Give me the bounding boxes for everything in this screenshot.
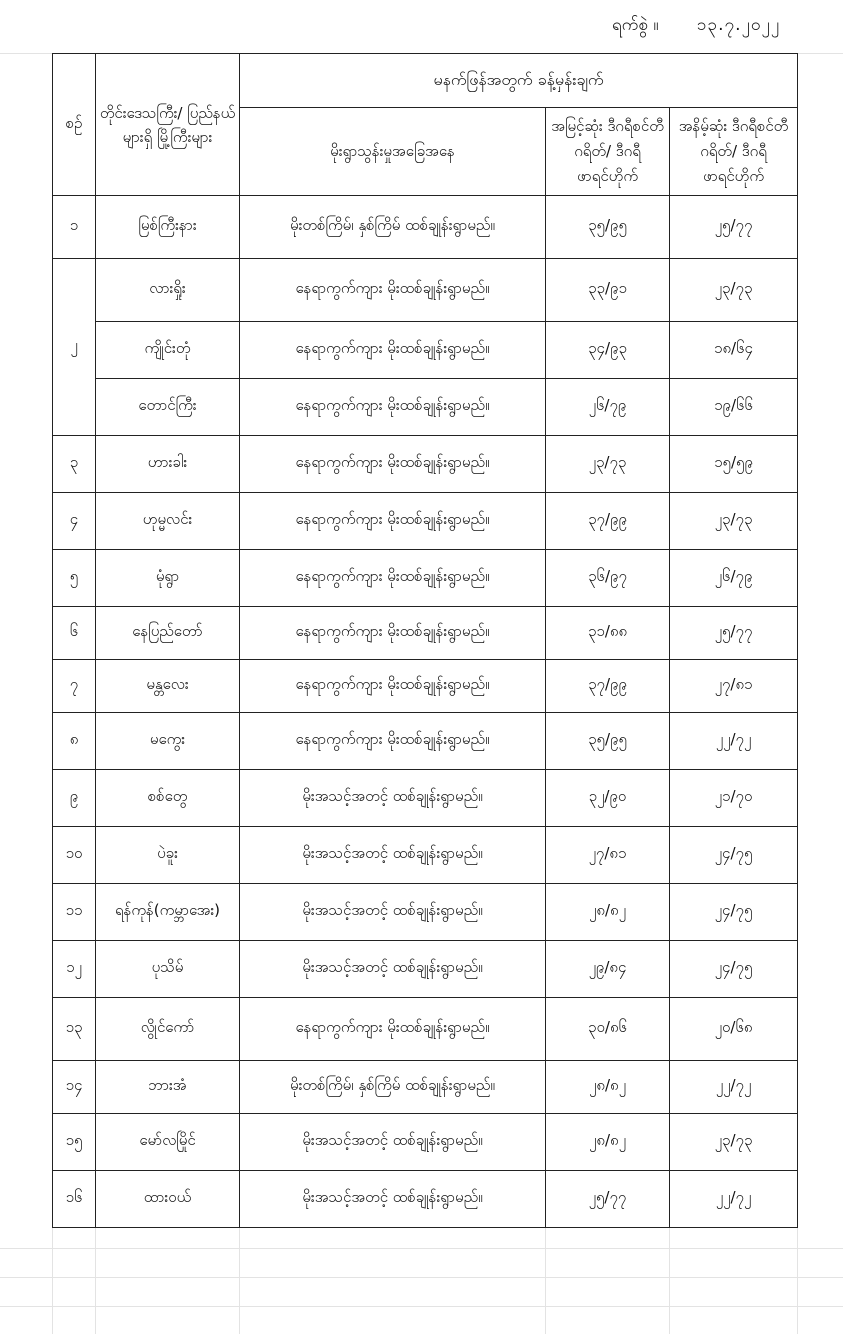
serial-number: ၄: [53, 493, 96, 550]
header-max-temp: အမြင့်ဆုံး ဒီဂရီစင်တီဂရိတ်/ ဒီဂရီဖာရင်ဟိုက်: [546, 108, 670, 196]
max-temp: ၂၈/၈၂: [546, 1114, 670, 1171]
serial-number: ၈: [53, 713, 96, 770]
max-temp: ၂၈/၈၂: [546, 884, 670, 941]
table-row: [53, 941, 798, 998]
forecast-table: [52, 53, 798, 1228]
max-temp: ၃၅/၉၅: [546, 196, 670, 259]
serial-number-group: ၂: [70, 336, 78, 354]
max-temp: ၂၉/၈၄: [546, 941, 670, 998]
city-name: မုံရွာ: [96, 550, 240, 607]
max-temp: ၃၇/၉၉: [546, 660, 670, 713]
table-row: [53, 770, 798, 827]
table-row: [53, 493, 798, 550]
city-name: မော်လမြိုင်: [96, 1114, 240, 1171]
city-name: လွိုင်ကော်: [96, 998, 240, 1061]
table-row: [53, 550, 798, 607]
table-row: [53, 322, 798, 379]
serial-number: ၃: [53, 436, 96, 493]
rain-condition: နေရာကွက်ကျား မိုးထစ်ချုန်းရွာမည်။: [240, 998, 546, 1061]
max-temp: ၃၄/၉၃: [546, 322, 670, 379]
min-temp: ၁၅/၅၉: [670, 436, 798, 493]
serial-number: ၁၃: [53, 998, 96, 1061]
table-row: [53, 884, 798, 941]
header-min-temp: အနိမ့်ဆုံး ဒီဂရီစင်တီဂရိတ်/ ဒီဂရီဖာရင်ဟိုက်: [670, 108, 798, 196]
city-name: မန္တလေး: [96, 660, 240, 713]
city-name: ရန်ကုန်(ကမ္ဘာအေး): [96, 884, 240, 941]
rain-condition: နေရာကွက်ကျား မိုးထစ်ချုန်းရွာမည်။: [240, 607, 546, 660]
max-temp: ၂၆/၇၉: [546, 379, 670, 436]
min-temp: ၂၂/၇၂: [670, 713, 798, 770]
max-temp: ၃၅/၉၅: [546, 713, 670, 770]
city-name: စစ်တွေ: [96, 770, 240, 827]
rain-condition: မိုးတစ်ကြိမ်၊ နှစ်ကြိမ် ထစ်ချုန်းရွာမည်။: [240, 1061, 546, 1114]
table-row: [53, 660, 798, 713]
serial-number: ၇: [53, 660, 96, 713]
rain-condition: မိုးအသင့်အတင့် ထစ်ချုန်းရွာမည်။: [240, 1171, 546, 1228]
rain-condition: နေရာကွက်ကျား မိုးထစ်ချုန်းရွာမည်။: [240, 379, 546, 436]
rain-condition: မိုးအသင့်အတင့် ထစ်ချုန်းရွာမည်။: [240, 941, 546, 998]
max-temp: ၂၅/၇၇: [546, 1171, 670, 1228]
header-city: တိုင်းဒေသကြီး/ ပြည်နယ်များရှိ မြို့ကြီးများ: [96, 54, 240, 196]
max-temp: ၂၃/၇၃: [546, 436, 670, 493]
table-row: [53, 827, 798, 884]
serial-number: ၅: [53, 550, 96, 607]
min-temp: ၂၆/၇၉: [670, 550, 798, 607]
city-name: ပုသိမ်: [96, 941, 240, 998]
serial-number: [53, 259, 96, 436]
header-forecast-group: မနက်ဖြန်အတွက် ခန့်မှန်းချက်: [240, 54, 798, 108]
max-temp: ၃၆/၉၇: [546, 550, 670, 607]
city-name: ဟားခါး: [96, 436, 240, 493]
table-row: [53, 436, 798, 493]
serial-number: ၆: [53, 607, 96, 660]
serial-number: ၁၁: [53, 884, 96, 941]
min-temp: ၁၈/၆၄: [670, 322, 798, 379]
serial-number: ၁၆: [53, 1171, 96, 1228]
rain-condition: နေရာကွက်ကျား မိုးထစ်ချုန်းရွာမည်။: [240, 322, 546, 379]
rain-condition: မိုးအသင့်အတင့် ထစ်ချုန်းရွာမည်။: [240, 770, 546, 827]
max-temp: ၂၈/၈၂: [546, 1061, 670, 1114]
min-temp: ၁၉/၆၆: [670, 379, 798, 436]
table-row: [53, 379, 798, 436]
table-row: [53, 1171, 798, 1228]
max-temp: ၃၇/၉၉: [546, 493, 670, 550]
city-name: နေပြည်တော်: [96, 607, 240, 660]
header-serial-number: စဉ်: [53, 54, 96, 196]
min-temp: ၂၄/၇၅: [670, 827, 798, 884]
min-temp: ၂၄/၇၅: [670, 941, 798, 998]
max-temp: ၃၂/၉၀: [546, 770, 670, 827]
city-name: လားရှိုး: [96, 259, 240, 322]
table-row: [53, 196, 798, 259]
city-name: ဟုမ္မလင်း: [96, 493, 240, 550]
table-row: [53, 1061, 798, 1114]
min-temp: ၂၃/၇၃: [670, 259, 798, 322]
min-temp: ၂၃/၇၃: [670, 493, 798, 550]
rain-condition: နေရာကွက်ကျား မိုးထစ်ချုန်းရွာမည်။: [240, 550, 546, 607]
rain-condition: နေရာကွက်ကျား မိုးထစ်ချုန်းရွာမည်။: [240, 493, 546, 550]
min-temp: ၂၇/၈၁: [670, 660, 798, 713]
city-name: ကျိုင်းတုံ: [96, 322, 240, 379]
city-name: ဘားအံ: [96, 1061, 240, 1114]
table-row: [53, 998, 798, 1061]
table-row: [53, 1114, 798, 1171]
table-row: [53, 607, 798, 660]
rain-condition: နေရာကွက်ကျား မိုးထစ်ချုန်းရွာမည်။: [240, 436, 546, 493]
min-temp: ၂၂/၇၂: [670, 1171, 798, 1228]
city-name: ထားဝယ်: [96, 1171, 240, 1228]
serial-number: ၁၄: [53, 1061, 96, 1114]
rain-condition: နေရာကွက်ကျား မိုးထစ်ချုန်းရွာမည်။: [240, 259, 546, 322]
rain-condition: နေရာကွက်ကျား မိုးထစ်ချုန်းရွာမည်။: [240, 713, 546, 770]
min-temp: ၂၃/၇၃: [670, 1114, 798, 1171]
serial-number: ၁: [53, 196, 96, 259]
date-value: ၁၃.၇.၂၀၂၂: [697, 15, 781, 35]
serial-number: ၉: [53, 770, 96, 827]
min-temp: ၂၅/၇၇: [670, 196, 798, 259]
table-row: [53, 259, 798, 322]
serial-number: ၁၀: [53, 827, 96, 884]
date-header: [0, 0, 843, 53]
min-temp: ၂၅/၇၇: [670, 607, 798, 660]
rain-condition: နေရာကွက်ကျား မိုးထစ်ချုန်းရွာမည်။: [240, 660, 546, 713]
rain-condition: မိုးအသင့်အတင့် ထစ်ချုန်းရွာမည်။: [240, 1114, 546, 1171]
max-temp: ၃၁/၈၈: [546, 607, 670, 660]
min-temp: ၂၄/၇၅: [670, 884, 798, 941]
max-temp: ၂၇/၈၁: [546, 827, 670, 884]
min-temp: ၂၀/၆၈: [670, 998, 798, 1061]
header-rain-condition: မိုးရွာသွန်းမှုအခြေအနေ: [240, 108, 546, 196]
rain-condition: မိုးအသင့်အတင့် ထစ်ချုန်းရွာမည်။: [240, 827, 546, 884]
table-row: [53, 713, 798, 770]
city-name: တောင်ကြီး: [96, 379, 240, 436]
date-label: ရက်စွဲ ။: [612, 15, 659, 35]
rain-condition: မိုးအသင့်အတင့် ထစ်ချုန်းရွာမည်။: [240, 884, 546, 941]
max-temp: ၃၀/၈၆: [546, 998, 670, 1061]
city-name: မကွေး: [96, 713, 240, 770]
city-name: မြစ်ကြီးနား: [96, 196, 240, 259]
serial-number: ၁၅: [53, 1114, 96, 1171]
max-temp: ၃၃/၉၁: [546, 259, 670, 322]
rain-condition: မိုးတစ်ကြိမ်၊ နှစ်ကြိမ် ထစ်ချုန်းရွာမည်။: [240, 196, 546, 259]
min-temp: ၂၁/၇၀: [670, 770, 798, 827]
city-name: ပဲခူး: [96, 827, 240, 884]
min-temp: ၂၂/၇၂: [670, 1061, 798, 1114]
serial-number: ၁၂: [53, 941, 96, 998]
